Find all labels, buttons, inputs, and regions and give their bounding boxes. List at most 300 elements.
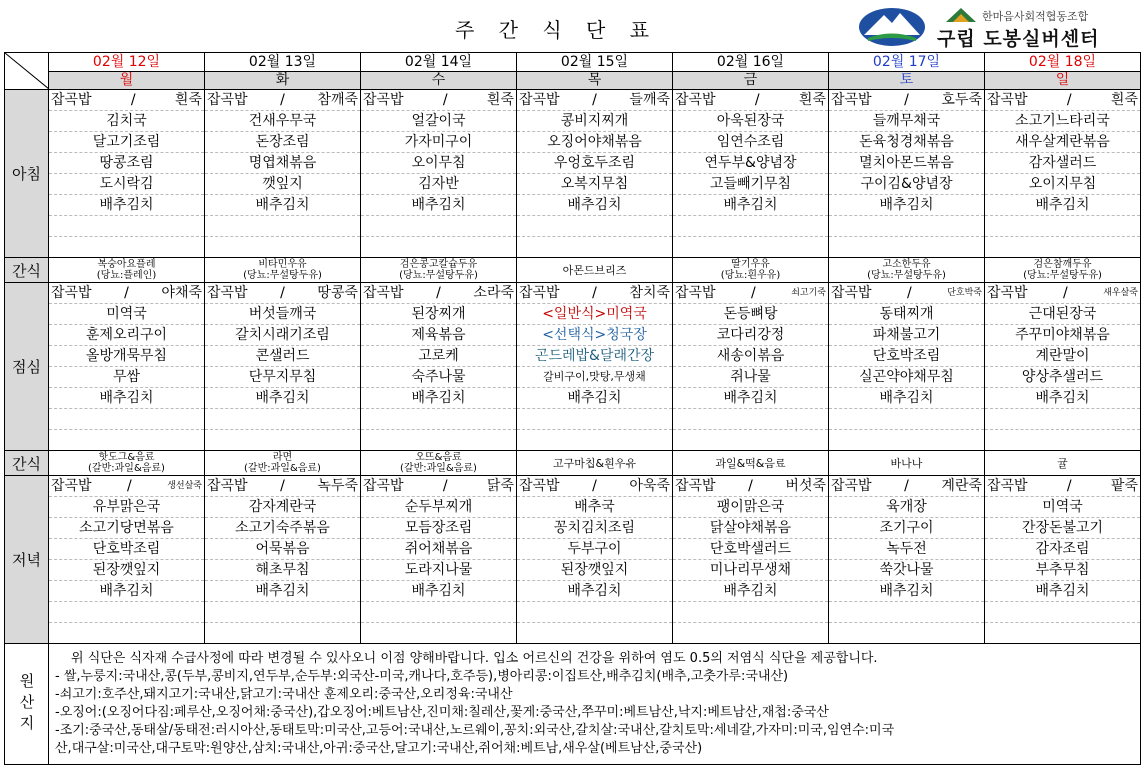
menu-item: 도라지나물: [361, 560, 516, 581]
menu-item: 배추김치: [361, 195, 516, 216]
porridge-name: 참치죽: [629, 285, 670, 301]
menu-item: 양상추샐러드: [985, 367, 1140, 388]
menu-item: 단호박조림: [829, 346, 984, 367]
empty-line: [49, 430, 204, 450]
dinner-cell: [49, 476, 205, 644]
menu-item: 배추김치: [49, 388, 204, 409]
empty-line: [49, 409, 204, 430]
menu-item: 배추김치: [985, 388, 1140, 409]
menu-item: 닭살야채볶음: [673, 518, 828, 539]
separator: /: [442, 92, 448, 108]
separator: /: [280, 285, 285, 301]
menu-item: 가자미구이: [361, 132, 516, 153]
separator: /: [592, 285, 597, 301]
menu-item: 배추김치: [49, 195, 204, 216]
empty-line: [205, 623, 360, 643]
snack2-cell: [361, 451, 517, 476]
porridge-name: 호두죽: [941, 92, 982, 108]
empty-line: [49, 602, 204, 623]
porridge-name: 야채죽: [161, 285, 202, 301]
separator: /: [436, 285, 441, 301]
rice-name: 잡곡밥: [519, 92, 560, 108]
empty-line: [205, 602, 360, 623]
menu-item: 임연수조림: [673, 132, 828, 153]
snack2-cell: [205, 451, 361, 476]
diagonal-line: [5, 53, 49, 89]
menu-item: 배추김치: [361, 581, 516, 602]
menu-item: 소고기당면볶음: [49, 518, 204, 539]
menu-item: <일반식>미역국: [517, 304, 672, 325]
snack1-cell: [517, 258, 673, 283]
org-name: 한마음사회적협동조합: [982, 10, 1089, 23]
porridge-name: 흰죽: [798, 92, 826, 108]
menu-item: 실곤약야채무침: [829, 367, 984, 388]
menu-item: 꽁치김치조림: [517, 518, 672, 539]
menu-item: 육개장: [829, 497, 984, 518]
menu-item: 들깨무채국: [829, 111, 984, 132]
separator: /: [280, 92, 285, 108]
separator: /: [592, 478, 597, 494]
center-name: 구립 도봉실버센터: [937, 28, 1100, 50]
rice-line: [829, 90, 984, 111]
dinner-cell: [361, 476, 517, 644]
empty-line: [829, 602, 984, 623]
empty-line: [985, 237, 1140, 257]
empty-line: [517, 216, 672, 237]
breakfast-row: [5, 90, 1141, 258]
separator: /: [904, 478, 909, 494]
menu-item: 배추김치: [205, 388, 360, 409]
menu-item: 배추김치: [829, 581, 984, 602]
menu-item: 소고기느타리국: [985, 111, 1140, 132]
snack-line2: (갈반:과일&음료): [88, 463, 165, 474]
porridge-name: 땅콩죽: [317, 285, 358, 301]
menu-item: 조기구이: [829, 518, 984, 539]
empty-line: [829, 623, 984, 643]
menu-item: 무쌈: [49, 367, 204, 388]
rice-name: 잡곡밥: [51, 285, 92, 301]
snack-line1: 딸기우유: [731, 259, 770, 270]
menu-item: 구이김&양념장: [829, 174, 984, 195]
separator: /: [751, 285, 756, 301]
menu-item: 얼갈이국: [361, 111, 516, 132]
lunch-cell: [829, 283, 985, 451]
porridge-name: 팥죽: [1110, 478, 1138, 494]
separator: /: [124, 285, 129, 301]
menu-item: 배추김치: [361, 388, 516, 409]
empty-line: [517, 602, 672, 623]
menu-item: 도시락김: [49, 174, 204, 195]
separator: /: [127, 478, 132, 494]
separator: /: [748, 478, 753, 494]
empty-line: [517, 623, 672, 643]
empty-line: [517, 409, 672, 430]
menu-item: 미역국: [985, 497, 1140, 518]
rice-line: [985, 476, 1140, 497]
menu-item: 감자계란국: [205, 497, 360, 518]
menu-item: 미역국: [49, 304, 204, 325]
rice-line: [49, 283, 204, 304]
breakfast-cell: [361, 90, 517, 258]
snack-line1: 아몬드브리즈: [562, 263, 627, 277]
menu-item: 곤드레밥&달래간장: [517, 346, 672, 367]
menu-item: 주꾸미야채볶음: [985, 325, 1140, 346]
menu-item: 돈육청경채볶음: [829, 132, 984, 153]
empty-line: [517, 430, 672, 450]
menu-item: <선택식>청국장: [517, 325, 672, 346]
menu-item: 녹두전: [829, 539, 984, 560]
date-cell: 02월 14일: [361, 53, 517, 72]
rice-line: [361, 90, 516, 111]
origin-line: -쇠고기:호주산,돼지고기:국내산,닭고기:국내산 훈제오리:중국산,오리정육:국내산: [55, 687, 513, 702]
snack1-cell: [673, 258, 829, 283]
menu-item: 배추김치: [673, 388, 828, 409]
rice-name: 잡곡밥: [831, 478, 872, 494]
rice-name: 잡곡밥: [675, 478, 716, 494]
rice-name: 잡곡밥: [51, 92, 92, 108]
empty-line: [49, 237, 204, 257]
porridge-name: 닭죽: [486, 478, 514, 494]
menu-item: 갈치시래기조림: [205, 325, 360, 346]
snack-line1: 비타민우유: [258, 259, 307, 270]
dinner-cell: [673, 476, 829, 644]
porridge-name: 새우살죽: [1103, 288, 1138, 298]
empty-line: [361, 216, 516, 237]
menu-item: 단호박조림: [49, 539, 204, 560]
menu-item: 땅콩조림: [49, 153, 204, 174]
origin-label-text: 원산지: [17, 672, 36, 736]
snack-line2: (당뇨:무설탕두유): [243, 270, 322, 281]
empty-line: [829, 409, 984, 430]
menu-item: 숙주나물: [361, 367, 516, 388]
empty-line: [205, 409, 360, 430]
date-cell: 02월 17일: [829, 53, 985, 72]
menu-item: 팽이맑은국: [673, 497, 828, 518]
empty-line: [673, 602, 828, 623]
dinner-cell: [829, 476, 985, 644]
porridge-name: 들깨죽: [629, 92, 670, 108]
breakfast-cell: [985, 90, 1141, 258]
menu-item: 오징어야채볶음: [517, 132, 672, 153]
porridge-name: 흰죽: [486, 92, 514, 108]
menu-item: 배추김치: [673, 195, 828, 216]
menu-item: 멸치아몬드볶음: [829, 153, 984, 174]
breakfast-cell: [205, 90, 361, 258]
separator: /: [904, 92, 909, 108]
weekly-menu-table: [4, 52, 1141, 765]
rice-line: [829, 476, 984, 497]
lunch-row: [5, 283, 1141, 451]
rice-name: 잡곡밥: [363, 285, 404, 301]
menu-item: 새송이볶음: [673, 346, 828, 367]
breakfast-label: 아침: [5, 90, 49, 258]
menu-item: 오이지무침: [985, 174, 1140, 195]
rice-name: 잡곡밥: [363, 478, 404, 494]
porridge-name: 참깨죽: [317, 92, 358, 108]
dinner-cell: [205, 476, 361, 644]
menu-item: 배추김치: [829, 195, 984, 216]
rice-line: [517, 476, 672, 497]
snack1-cell: [361, 258, 517, 283]
weekday-cell: 금: [673, 72, 829, 90]
separator: /: [1063, 285, 1068, 301]
empty-line: [205, 216, 360, 237]
empty-line: [673, 409, 828, 430]
menu-item: 배추김치: [517, 195, 672, 216]
rice-name: 잡곡밥: [831, 92, 872, 108]
empty-line: [361, 409, 516, 430]
rice-line: [673, 90, 828, 111]
breakfast-cell: [829, 90, 985, 258]
snack-line2: (당뇨:무설탕두유): [1023, 270, 1102, 281]
origin-line: -오징어:(오징어다짐:페루산,오징어채:중국산),갑오징어:베트남산,진미채:칠레산,꽃게:중국산,쭈꾸미:베트남산,낙지:베트남산,재첩:중국산: [55, 705, 829, 720]
menu-item: 돈장조림: [205, 132, 360, 153]
menu-item: 코다리강정: [673, 325, 828, 346]
menu-item: 쥐나물: [673, 367, 828, 388]
menu-item: 모듬장조림: [361, 518, 516, 539]
origin-label: [5, 644, 49, 765]
menu-item: 배추김치: [517, 581, 672, 602]
dinner-row: [5, 476, 1141, 644]
snack1-cell: [205, 258, 361, 283]
empty-line: [205, 237, 360, 257]
empty-line: [361, 237, 516, 257]
menu-item: 순두부찌개: [361, 497, 516, 518]
separator: /: [442, 478, 448, 494]
menu-item: 김치국: [49, 111, 204, 132]
separator: /: [130, 92, 136, 108]
porridge-name: 녹두죽: [317, 478, 358, 494]
origin-line: 산,대구살:미국산,대구토막:원양산,삼치:국내산,아귀:중국산,달고기:국내산,쥐어채:베트남,새우살(베트남산,중국산): [55, 741, 703, 756]
separator: /: [592, 92, 597, 108]
snack-line1: 핫도그&음료: [98, 452, 155, 463]
porridge-name: 생선살죽: [167, 481, 202, 491]
separator: /: [907, 285, 912, 301]
menu-item: 깻잎지: [205, 174, 360, 195]
snack1-cell: [985, 258, 1141, 283]
rice-line: [205, 90, 360, 111]
title-bar: [0, 0, 1141, 52]
menu-item: 배추김치: [205, 195, 360, 216]
date-cell: 02월 12일: [49, 53, 205, 72]
menu-item: 동태찌개: [829, 304, 984, 325]
empty-line: [985, 409, 1140, 430]
snack2-cell: [829, 451, 985, 476]
menu-item: 명엽채볶음: [205, 153, 360, 174]
menu-item: 돈등뼈탕: [673, 304, 828, 325]
menu-item: 해초무침: [205, 560, 360, 581]
menu-item: 훈제오리구이: [49, 325, 204, 346]
rice-line: [361, 476, 516, 497]
snack2-cell: [985, 451, 1141, 476]
breakfast-cell: [49, 90, 205, 258]
lunch-cell: [361, 283, 517, 451]
porridge-name: 단호박죽: [947, 288, 982, 298]
weekday-cell: 목: [517, 72, 673, 90]
corner-cell: [5, 53, 49, 90]
menu-item: 아욱된장국: [673, 111, 828, 132]
menu-item: 감자조림: [985, 539, 1140, 560]
separator: /: [1066, 478, 1072, 494]
weekday-cell: 일: [985, 72, 1141, 90]
menu-item: 쥐어채볶음: [361, 539, 516, 560]
date-cell: 02월 13일: [205, 53, 361, 72]
separator: /: [280, 478, 285, 494]
empty-line: [985, 430, 1140, 450]
menu-item: 버섯들깨국: [205, 304, 360, 325]
snack-line2: (당뇨:플레인): [96, 270, 157, 281]
snack-line2: (당뇨:무설탕두유): [867, 270, 946, 281]
snack-line2: (갈반:과일&음료): [244, 463, 321, 474]
snack2-cell: [49, 451, 205, 476]
menu-item: 감자샐러드: [985, 153, 1140, 174]
menu-item: 배추김치: [829, 388, 984, 409]
menu-item: 단무지무침: [205, 367, 360, 388]
rice-name: 잡곡밥: [519, 285, 560, 301]
snack-line1: 복숭아요플레: [97, 259, 156, 270]
weekday-cell: 월: [49, 72, 205, 90]
breakfast-cell: [517, 90, 673, 258]
menu-item: 새우살계란볶음: [985, 132, 1140, 153]
snack-line1: 오뜨&음료: [415, 452, 462, 463]
empty-line: [673, 623, 828, 643]
snack-line1: 검은콩고칼슘두유: [399, 259, 478, 270]
breakfast-cell: [673, 90, 829, 258]
empty-line: [829, 216, 984, 237]
menu-item: 배추국: [517, 497, 672, 518]
menu-item: 고들빼기무침: [673, 174, 828, 195]
empty-line: [361, 602, 516, 623]
rice-line: [673, 476, 828, 497]
menu-item: 간장돈불고기: [985, 518, 1140, 539]
menu-item: 갈비구이,맛탕,무생채: [517, 367, 672, 388]
empty-line: [205, 430, 360, 450]
menu-item: 어묵볶음: [205, 539, 360, 560]
rice-name: 잡곡밥: [363, 92, 404, 108]
lunch-cell: [517, 283, 673, 451]
rice-line: [205, 283, 360, 304]
menu-item: 단호박샐러드: [673, 539, 828, 560]
date-cell: 02월 15일: [517, 53, 673, 72]
rice-name: 잡곡밥: [675, 92, 716, 108]
porridge-name: 아욱죽: [629, 478, 670, 494]
menu-item: 소고기숙주볶음: [205, 518, 360, 539]
rice-line: [205, 476, 360, 497]
mountain-logo-icon: [858, 5, 926, 47]
date-cell: 02월 18일: [985, 53, 1141, 72]
menu-item: 배추김치: [517, 388, 672, 409]
weekday-cell: 토: [829, 72, 985, 90]
weekday-cell: 화: [205, 72, 361, 90]
snack-line1: 귤: [1057, 456, 1068, 470]
menu-item: 연두부&양념장: [673, 153, 828, 174]
menu-item: 쑥갓나물: [829, 560, 984, 581]
menu-item: 된장깻잎지: [49, 560, 204, 581]
origin-row: [5, 644, 1141, 765]
menu-item: 고로케: [361, 346, 516, 367]
menu-item: 배추김치: [49, 581, 204, 602]
dinner-cell: [517, 476, 673, 644]
menu-item: 부추무침: [985, 560, 1140, 581]
menu-item: 달고기조림: [49, 132, 204, 153]
porridge-name: 버섯죽: [785, 478, 826, 494]
menu-item: 된장깻잎지: [517, 560, 672, 581]
rice-line: [517, 90, 672, 111]
menu-item: 우엉호두조림: [517, 153, 672, 174]
menu-item: 유부맑은국: [49, 497, 204, 518]
origin-line: 위 식단은 식자재 수급사정에 따라 변경될 수 있사오니 이점 양해바랍니다. 입소 어르신의 건강을 위하여 염도 0.5의 저염식 식단을 제공합니다.: [71, 651, 878, 666]
snack-line2: (당뇨:흰우유): [720, 270, 781, 281]
origin-line: - 쌀,누룽지:국내산,콩(두부,콩비지,연두부,순두부:외국산-미국,캐나다,호주등),병아리콩:이집트산,배추김치(배추,고춧가루:국내산): [55, 669, 789, 684]
empty-line: [361, 623, 516, 643]
page-title: 주 간 식 단 표: [455, 18, 659, 42]
empty-line: [829, 430, 984, 450]
separator: /: [1066, 92, 1072, 108]
menu-item: 제육볶음: [361, 325, 516, 346]
empty-line: [673, 430, 828, 450]
date-cell: 02월 16일: [673, 53, 829, 72]
menu-item: 콘샐러드: [205, 346, 360, 367]
date-row: [5, 53, 1141, 72]
rice-line: [361, 283, 516, 304]
porridge-name: 소라죽: [473, 285, 514, 301]
rice-name: 잡곡밥: [987, 285, 1028, 301]
rice-line: [985, 283, 1140, 304]
menu-item: 두부구이: [517, 539, 672, 560]
rice-line: [985, 90, 1140, 111]
snack1-cell: [49, 258, 205, 283]
rice-name: 잡곡밥: [987, 92, 1028, 108]
weekday-cell: 수: [361, 72, 517, 90]
porridge-name: 흰죽: [1110, 92, 1138, 108]
lunch-cell: [673, 283, 829, 451]
rice-name: 잡곡밥: [675, 285, 716, 301]
porridge-name: 쇠고기죽: [791, 288, 826, 298]
rice-name: 잡곡밥: [519, 478, 560, 494]
dinner-label: 저녁: [5, 476, 49, 644]
empty-line: [985, 216, 1140, 237]
menu-item: 파채불고기: [829, 325, 984, 346]
lunch-cell: [985, 283, 1141, 451]
menu-item: 배추김치: [205, 581, 360, 602]
porridge-name: 흰죽: [174, 92, 202, 108]
rice-name: 잡곡밥: [831, 285, 872, 301]
empty-line: [673, 237, 828, 257]
origin-line: -조기:중국산,동태살/동태전:러시아산,동태토막:미국산,고등어:국내산,노르웨이,꽁치:외국산,갈치살:국내산,갈치토막:세네갈,가자미:미국,임연수:미국: [55, 723, 895, 738]
menu-item: 배추김치: [985, 195, 1140, 216]
menu-item: 계란말이: [985, 346, 1140, 367]
snack-line1: 과일&떡&음료: [715, 456, 786, 470]
snack2-cell: [517, 451, 673, 476]
menu-item: 미나리무생채: [673, 560, 828, 581]
menu-item: 근대된장국: [985, 304, 1140, 325]
rice-line: [49, 476, 204, 497]
snack2-row: [5, 451, 1141, 476]
empty-line: [673, 216, 828, 237]
snack-line1: 바나나: [890, 456, 923, 470]
rice-name: 잡곡밥: [207, 92, 248, 108]
snack-line1: 검은참깨두유: [1033, 259, 1092, 270]
rice-name: 잡곡밥: [987, 478, 1028, 494]
snack2-cell: [673, 451, 829, 476]
empty-line: [829, 237, 984, 257]
rice-name: 잡곡밥: [51, 478, 92, 494]
snack-line2: (갈반:과일&음료): [400, 463, 477, 474]
origin-info: [49, 644, 1141, 765]
separator: /: [754, 92, 760, 108]
empty-line: [49, 623, 204, 643]
menu-item: 된장찌개: [361, 304, 516, 325]
